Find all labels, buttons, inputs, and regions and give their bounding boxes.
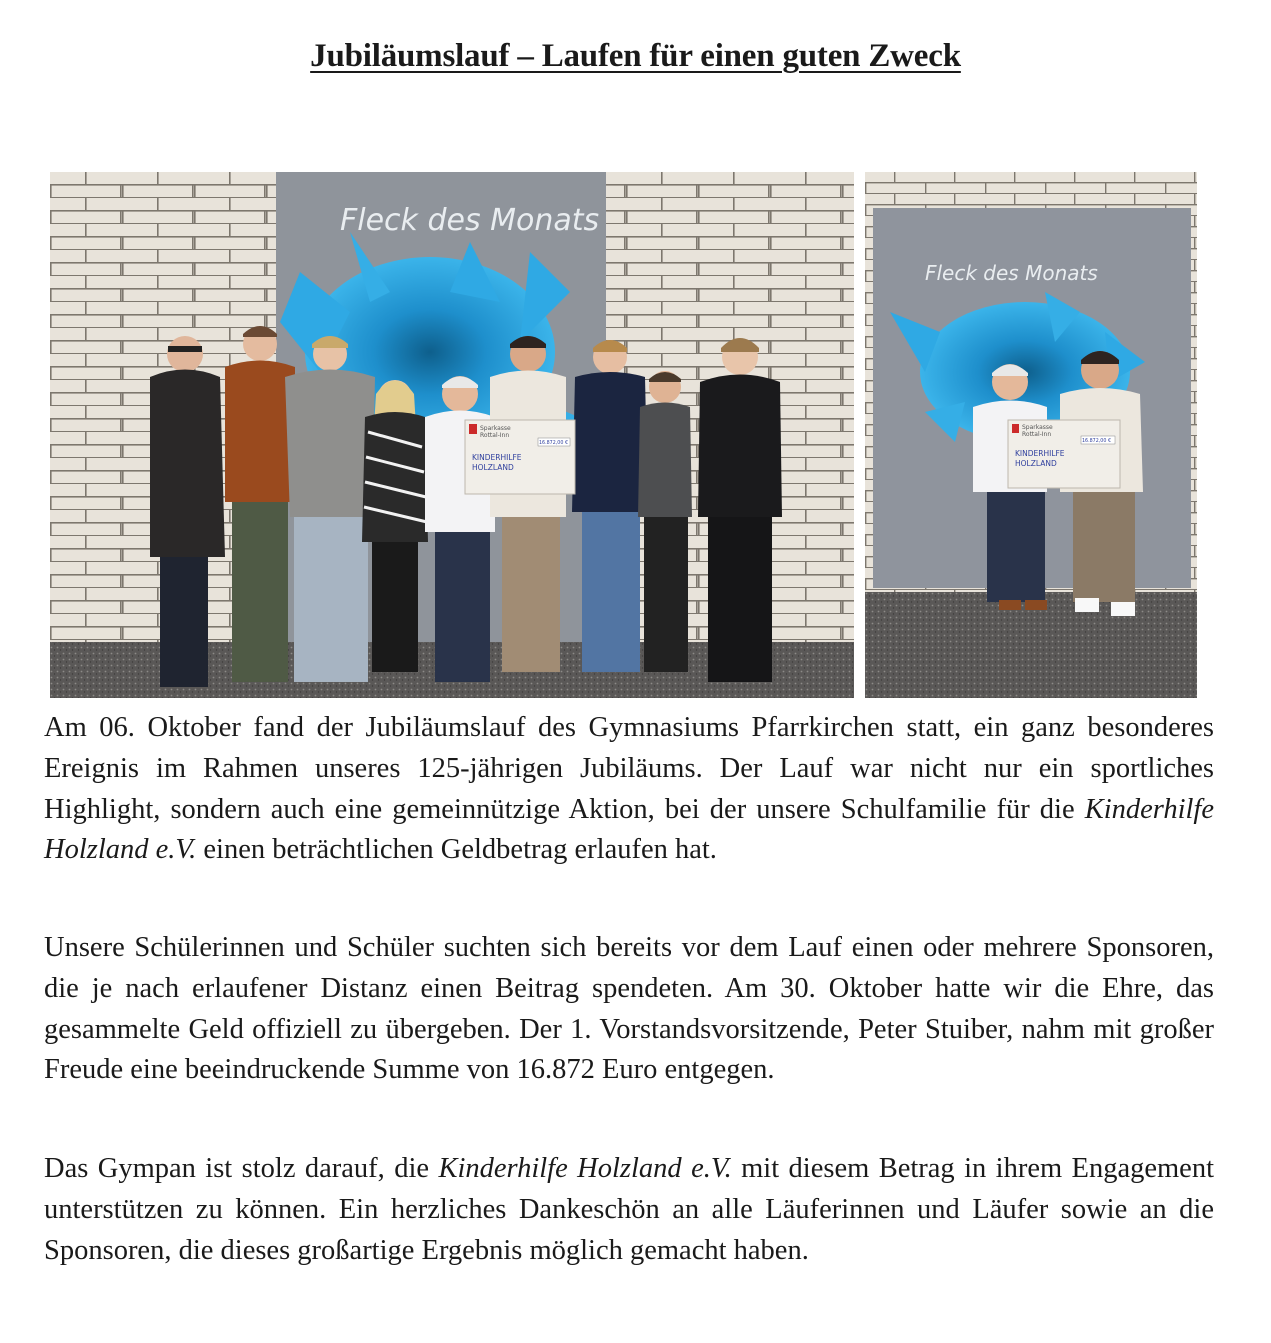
cheque-payee-line-1: KINDERHILFE bbox=[472, 453, 522, 462]
cheque-bank-line-2: Rottal-Inn bbox=[1022, 431, 1052, 438]
group-photo-illustration bbox=[50, 172, 854, 698]
cheque bbox=[1008, 420, 1120, 488]
cheque-payee-line-2: HOLZLAND bbox=[1015, 459, 1057, 468]
paragraph-1-part-2: einen beträchtlichen Geldbetrag erlaufen hat. bbox=[196, 834, 717, 866]
organization-name-italic: Kinderhilfe Holzland e.V. bbox=[44, 793, 1214, 866]
paragraph-1-text bbox=[44, 708, 1214, 871]
article-paragraph-3 bbox=[44, 1149, 1214, 1271]
cheque-bank-line-2: Rottal-Inn bbox=[480, 432, 510, 439]
wall-writing: Fleck des Monats bbox=[925, 261, 1098, 285]
paragraph-2-text: Unsere Schülerinnen und Schüler suchten sich bereits vor dem Lauf einen oder mehrere Sponsoren, die je nach erlaufener Distanz einen Beitrag spendeten. Am 30. Oktober hatte wir die Ehre, das gesammelte Geld offiziell zu übergeben. Der 1. Vorstandsvorsitzende, Peter Stuiber, nahm mit großer Freude eine beeindruckende Summe von 16.872 Euro entgegen. bbox=[44, 932, 1214, 1086]
cheque-amount: 16.872,00 € bbox=[539, 441, 568, 446]
cheque-amount: 16.872,00 € bbox=[1082, 439, 1111, 444]
cheque-bank-line-1: Sparkasse bbox=[1022, 424, 1053, 431]
cheque-bank-line-1: Sparkasse bbox=[480, 425, 511, 432]
paragraph-3-part-1: Das Gympan ist stolz darauf, die bbox=[44, 1153, 439, 1184]
group-photo bbox=[50, 172, 854, 698]
article-paragraph-2 bbox=[44, 928, 1214, 1091]
cheque-payee-line-2: HOLZLAND bbox=[472, 463, 514, 472]
paragraph-1-part-1: Am 06. Oktober fand der Jubiläumslauf des Gymnasiums Pfarrkirchen statt, ein ganz besonderes Ereignis im Rahmen unseres 125-jährigen Jubiläums. Der Lauf war nicht nur ein sportliches Highlight, sondern auch eine gemeinnützige Aktion, bei der unsere Schulfamilie für die bbox=[44, 712, 1214, 825]
article-paragraph-1 bbox=[44, 708, 1214, 871]
paragraph-3-text bbox=[44, 1149, 1214, 1271]
cheque bbox=[465, 420, 575, 494]
cheque-payee-line-1: KINDERHILFE bbox=[1015, 449, 1065, 458]
paragraph-3-part-2: mit diesem Betrag in ihrem Engagement unterstützen zu können. Ein herzliches Dankeschön an alle Läuferinnen und Läufer sowie an die Sponsoren, die dieses großartige Ergebnis möglich gemacht haben. bbox=[44, 1153, 1214, 1266]
organization-name-italic: Kinderhilfe Holzland e.V. bbox=[438, 1153, 732, 1184]
wall-writing: Fleck des Monats bbox=[340, 203, 600, 238]
page-title bbox=[0, 38, 1271, 75]
cheque-handover-illustration bbox=[865, 172, 1197, 698]
page-title-text: Jubiläumslauf – Laufen für einen guten Zweck bbox=[310, 38, 961, 74]
cheque-handover-photo bbox=[865, 172, 1197, 698]
